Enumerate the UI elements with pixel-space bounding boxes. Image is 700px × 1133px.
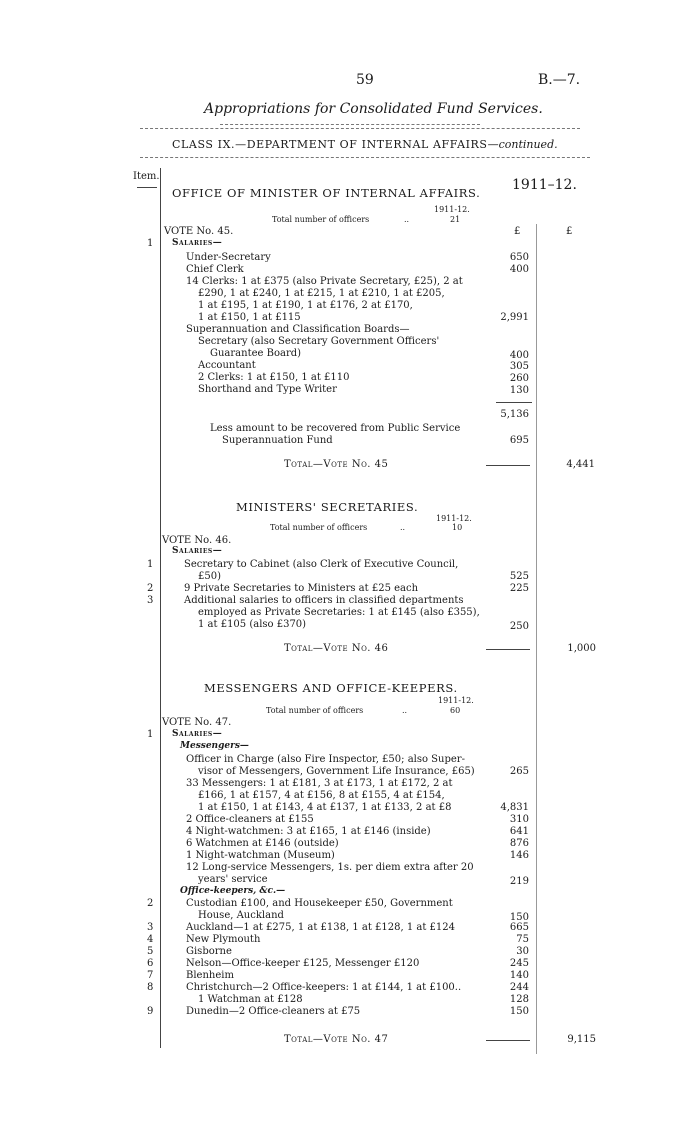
class-heading-text: CLASS IX.—DEPARTMENT OF INTERNAL AFFAIRS [172, 138, 488, 151]
section3-line: 2 Office-cleaners at £155 [186, 814, 314, 825]
item-header-rule [137, 187, 157, 188]
section3-total: 9,115 [567, 1034, 596, 1045]
section2-item-number: 2 [147, 583, 154, 594]
section3-amount: 244 [509, 982, 529, 993]
section1-amount: 400 [509, 264, 529, 275]
section3-item-number: 3 [147, 922, 154, 933]
section3-amount: 876 [509, 838, 529, 849]
section1-less-line: Superannuation Fund [222, 435, 333, 446]
section1-item-number: 1 [147, 238, 154, 249]
section3-line: years' service [198, 874, 268, 885]
pound-sign-1: £ [514, 226, 521, 237]
section3-amount: 219 [509, 876, 529, 887]
section2-line: £50) [198, 571, 221, 582]
section1-less-line: Less amount to be recovered from Public Service [210, 423, 461, 434]
section1-subtotal: 5,136 [500, 409, 529, 420]
section2-total-rule [486, 649, 530, 650]
section3-amount: 146 [509, 850, 529, 861]
section2-heading: MINISTERS' SECRETARIES. [236, 500, 419, 514]
section3-line: 12 Long-service Messengers, 1s. per diem extra after 20 [186, 862, 474, 873]
class-heading [172, 138, 558, 151]
section3-officers-label: Total number of officers [266, 706, 364, 715]
section3-line: Nelson—Office-keeper £125, Messenger £120 [186, 958, 420, 969]
section3-line: 1 Watchman at £128 [198, 994, 303, 1005]
amount-column-rule [536, 224, 537, 1054]
section3-line: Dunedin—2 Office-cleaners at £75 [186, 1006, 361, 1017]
section3-line: House, Auckland [198, 910, 284, 921]
section3-amount: 30 [516, 946, 529, 957]
class-rule [140, 157, 590, 158]
section2-amount: 250 [509, 621, 529, 632]
section1-amount: 650 [509, 252, 529, 263]
section1-amount: 260 [509, 373, 529, 384]
section1-line: Shorthand and Type Writer [198, 384, 337, 395]
section1-line: 1 at £195, 1 at £190, 1 at £176, 2 at £170, [198, 300, 413, 311]
section3-line: visor of Messengers, Government Life Insurance, £65) [198, 766, 475, 777]
section1-officers-count: 21 [450, 215, 461, 224]
section1-vote: VOTE No. 45. [164, 226, 234, 237]
section2-line: 1 at £105 (also £370) [198, 619, 307, 630]
section1-line: £290, 1 at £240, 1 at £215, 1 at £210, 1 at £205, [198, 288, 445, 299]
section1-officers-label: Total number of officers [272, 215, 370, 224]
section2-officers-count: 10 [452, 523, 463, 532]
section3-amount: 265 [509, 766, 529, 777]
section3-line: Custodian £100, and Housekeeper £50, Government [186, 898, 453, 909]
section1-year: 1911-12. [434, 205, 470, 214]
section1-line: 14 Clerks: 1 at £375 (also Private Secretary, £25), 2 at [186, 276, 463, 287]
section2-line: 9 Private Secretaries to Ministers at £25 each [184, 583, 419, 594]
section3-amount: 75 [516, 934, 529, 945]
section2-year: 1911-12. [436, 514, 472, 523]
section1-less-amount: 695 [509, 435, 529, 446]
section1-line: Superannuation and Classification Boards— [186, 324, 410, 335]
section3-vote: VOTE No. 47. [162, 717, 232, 728]
section3-line: £166, 1 at £157, 4 at £156, 8 at £155, 4 at £154, [198, 790, 445, 801]
section1-line: Secretary (also Secretary Government Officers' [198, 336, 440, 347]
section2-item-number: 1 [147, 559, 154, 570]
section3-item-number: 6 [147, 958, 154, 969]
pound-sign-2: £ [566, 226, 573, 237]
section2-salaries-label: Salaries— [172, 546, 223, 556]
section3-line: Blenheim [186, 970, 234, 981]
section2-line: Additional salaries to officers in classified departments [184, 595, 464, 606]
section3-item-number: 9 [147, 1006, 154, 1017]
item-column-header: Item. [133, 171, 160, 182]
section2-total: 1,000 [567, 643, 596, 654]
year-column-header: 1911–12. [512, 177, 577, 193]
section1-line: Under-Secretary [186, 252, 271, 263]
continued-label: —continued. [487, 138, 558, 151]
section3-item-number: 5 [147, 946, 154, 957]
section3-amount: 4,831 [500, 802, 529, 813]
section3-amount: 245 [509, 958, 529, 969]
section1-line: 2 Clerks: 1 at £150, 1 at £110 [198, 372, 350, 383]
section2-officers-dots: .. [400, 523, 406, 532]
section1-line: 1 at £150, 1 at £115 [198, 312, 301, 323]
section3-item-number: 2 [147, 898, 154, 909]
section3-amount: 641 [509, 826, 529, 837]
section3-amount: 140 [509, 970, 529, 981]
section3-item-number: 1 [147, 729, 154, 740]
section3-line: Auckland—1 at £275, 1 at £138, 1 at £128, 1 at £124 [186, 922, 455, 933]
section3-line: Christchurch—2 Office-keepers: 1 at £144, 1 at £100.. [186, 982, 462, 993]
section2-item-number: 3 [147, 595, 154, 606]
section3-item-number: 8 [147, 982, 154, 993]
section1-heading: OFFICE OF MINISTER OF INTERNAL AFFAIRS. [172, 186, 481, 200]
section1-line: Chief Clerk [186, 264, 244, 275]
section1-officers-dots: .. [404, 215, 410, 224]
section3-line: Gisborne [186, 946, 232, 957]
section1-subtotal-rule [496, 402, 532, 403]
section3-amount: 310 [509, 814, 529, 825]
section1-total: 4,441 [566, 459, 595, 470]
section1-salaries-label: Salaries— [172, 238, 223, 248]
page-title: Appropriations for Consolidated Fund Services. [204, 101, 543, 117]
section1-line: Accountant [198, 360, 256, 371]
section3-officers-count: 60 [450, 706, 461, 715]
section2-amount: 525 [509, 571, 529, 582]
section2-vote: VOTE No. 46. [162, 535, 232, 546]
section2-officers-label: Total number of officers [270, 523, 368, 532]
section3-line: New Plymouth [186, 934, 261, 945]
section3-line: Officer in Charge (also Fire Inspector, £50; also Super- [186, 754, 465, 765]
section2-amount: 225 [509, 583, 529, 594]
section3-line: 6 Watchmen at £146 (outside) [186, 838, 339, 849]
section3-amount: 150 [509, 912, 529, 923]
section1-total-label: Total—Vote No. 45 [284, 459, 389, 470]
section3-item-number: 7 [147, 970, 154, 981]
section3-line: 4 Night-watchmen: 3 at £165, 1 at £146 (inside) [186, 826, 431, 837]
section2-line: employed as Private Secretaries: 1 at £145 (also £355), [198, 607, 480, 618]
section3-line: 1 Night-watchman (Museum) [186, 850, 335, 861]
item-column-rule [160, 168, 161, 1048]
section3-year: 1911-12. [438, 696, 474, 705]
page-number: 59 [356, 72, 374, 88]
title-rule [220, 124, 480, 125]
section3-office-keepers-label: Office-keepers, &c.— [180, 886, 286, 896]
section3-total-rule [486, 1040, 530, 1041]
section3-messengers-label: Messengers— [180, 741, 249, 751]
section3-amount: 665 [509, 922, 529, 933]
section1-amount: 400 [509, 350, 529, 361]
section3-amount: 128 [509, 994, 529, 1005]
section3-line: 1 at £150, 1 at £143, 4 at £137, 1 at £133, 2 at £8 [198, 802, 452, 813]
document-reference: B.—7. [538, 72, 581, 88]
section2-total-label: Total—Vote No. 46 [284, 643, 389, 654]
section3-officers-dots: .. [402, 706, 408, 715]
section3-amount: 150 [509, 1006, 529, 1017]
title-rule-2 [140, 128, 580, 129]
section3-heading: MESSENGERS AND OFFICE-KEEPERS. [204, 681, 458, 695]
section1-amount: 2,991 [500, 312, 529, 323]
section2-line: Secretary to Cabinet (also Clerk of Executive Council, [184, 559, 459, 570]
section1-amount: 305 [509, 361, 529, 372]
section3-total-label: Total—Vote No. 47 [284, 1034, 389, 1045]
section1-amount: 130 [509, 385, 529, 396]
section3-salaries-label: Salaries— [172, 729, 223, 739]
section1-total-rule [486, 465, 530, 466]
section3-line: 33 Messengers: 1 at £181, 3 at £173, 1 at £172, 2 at [186, 778, 453, 789]
section1-line: Guarantee Board) [210, 348, 302, 359]
section3-item-number: 4 [147, 934, 154, 945]
